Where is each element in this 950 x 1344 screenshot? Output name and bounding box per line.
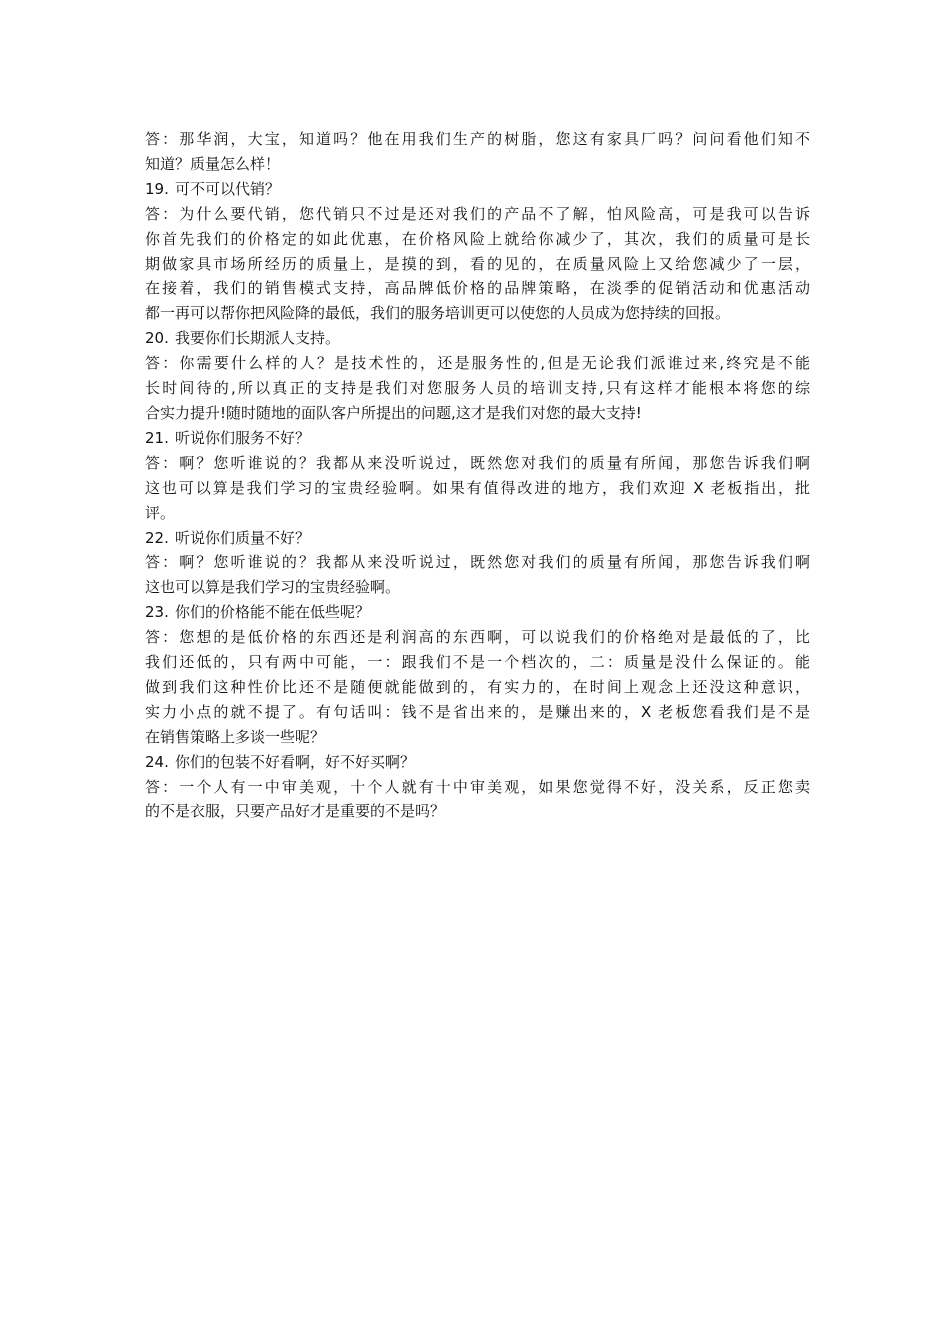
answer-line: 答：您想的是低价格的东西还是利润高的东西啊，可以说我们的价格绝对是最低的了，比 bbox=[145, 628, 810, 647]
answer-line: 在销售策略上多谈一些呢？ bbox=[145, 727, 326, 746]
question-number: 20. bbox=[145, 329, 169, 348]
answer-line: 答：为什么要代销，您代销只不过是还对我们的产品不了解，怕风险高，可是我可以告诉 bbox=[145, 204, 810, 223]
question-number: 22. bbox=[145, 528, 169, 547]
answer-paragraph bbox=[145, 550, 810, 600]
answer-line: 都一再可以帮你把风险降的最低，我们的服务培训更可以使您的人员成为您持续的回报。 bbox=[145, 304, 731, 323]
answer-line: 实力小点的就不提了。有句话叫：钱不是省出来的，是赚出来的，X 老板您看我们是不是 bbox=[145, 702, 810, 721]
answer-line: 合实力提升!随时随地的面队客户所提出的问题,这才是我们对您的最大支持! bbox=[145, 403, 642, 422]
answer-line: 答：那华润，大宝，知道吗？他在用我们生产的树脂，您这有家具厂吗？问问看他们知不 bbox=[145, 130, 810, 148]
question-text: 可不可以代销？ bbox=[175, 179, 281, 198]
question-number: 23. bbox=[145, 603, 169, 622]
answer-line: 答：你需要什么样的人？是技术性的，还是服务性的,但是无论我们派谁过来,终究是不能 bbox=[145, 354, 810, 373]
question-heading bbox=[145, 526, 810, 551]
answer-line: 评。 bbox=[145, 503, 176, 522]
answer-line: 这也可以算是我们学习的宝贵经验啊。 bbox=[145, 578, 401, 597]
answer-line: 在接着，我们的销售模式支持，高品牌低价格的品牌策略，在淡季的促销活动和优惠活动 bbox=[145, 279, 810, 298]
answer-line: 你首先我们的价格定的如此优惠，在价格风险上就给你减少了，其次，我们的质量可是长 bbox=[145, 229, 810, 248]
answer-paragraph bbox=[145, 625, 810, 750]
question-heading bbox=[145, 600, 810, 625]
question-text: 听说你们质量不好？ bbox=[175, 528, 311, 547]
answer-line: 答：啊？您听谁说的？我都从来没听说过，既然您对我们的质量有所闻，那您告诉我们啊 bbox=[145, 553, 810, 572]
answer-line: 我们还低的，只有两中可能，一：跟我们不是一个档次的，二：质量是没什么保证的。能 bbox=[145, 653, 810, 672]
document-page bbox=[145, 127, 810, 824]
answer-paragraph bbox=[145, 351, 810, 426]
answer-line: 做到我们这种性价比还不是随便就能做到的，有实力的，在时间上观念上还没这种意识， bbox=[145, 677, 810, 696]
question-heading bbox=[145, 426, 810, 451]
answer-line: 期做家具市场所经历的质量上，是摸的到，看的见的，在质量风险上又给您减少了一层， bbox=[145, 254, 810, 273]
answer-line: 答：一个人有一中审美观，十个人就有十中审美观，如果您觉得不好，没关系，反正您卖 bbox=[145, 777, 810, 796]
answer-paragraph bbox=[145, 775, 810, 825]
question-number: 24. bbox=[145, 752, 169, 771]
question-text: 你们的包装不好看啊，好不好买啊？ bbox=[175, 752, 416, 771]
question-number: 19. bbox=[145, 179, 169, 198]
answer-paragraph bbox=[145, 202, 810, 327]
answer-paragraph bbox=[145, 451, 810, 526]
answer-line: 的不是衣服，只要产品好才是重要的不是吗？ bbox=[145, 802, 446, 821]
question-heading bbox=[145, 326, 810, 351]
question-heading bbox=[145, 177, 810, 202]
question-heading bbox=[145, 750, 810, 775]
question-text: 你们的价格能不能在低些呢？ bbox=[175, 603, 371, 622]
question-text: 听说你们服务不好？ bbox=[175, 428, 311, 447]
answer-line: 知道？质量怎么样！ bbox=[145, 154, 281, 173]
question-number: 21. bbox=[145, 428, 169, 447]
question-text: 我要你们长期派人支持。 bbox=[175, 329, 341, 348]
answer-line: 答：啊？您听谁说的？我都从来没听说过，既然您对我们的质量有所闻，那您告诉我们啊 bbox=[145, 453, 810, 472]
answer-line: 长时间待的,所以真正的支持是我们对您服务人员的培训支持,只有这样才能根本将您的综 bbox=[145, 379, 810, 398]
answer-line: 这也可以算是我们学习的宝贵经验啊。如果有值得改进的地方，我们欢迎 X 老板指出，批 bbox=[145, 478, 810, 497]
answer-paragraph bbox=[145, 127, 810, 177]
